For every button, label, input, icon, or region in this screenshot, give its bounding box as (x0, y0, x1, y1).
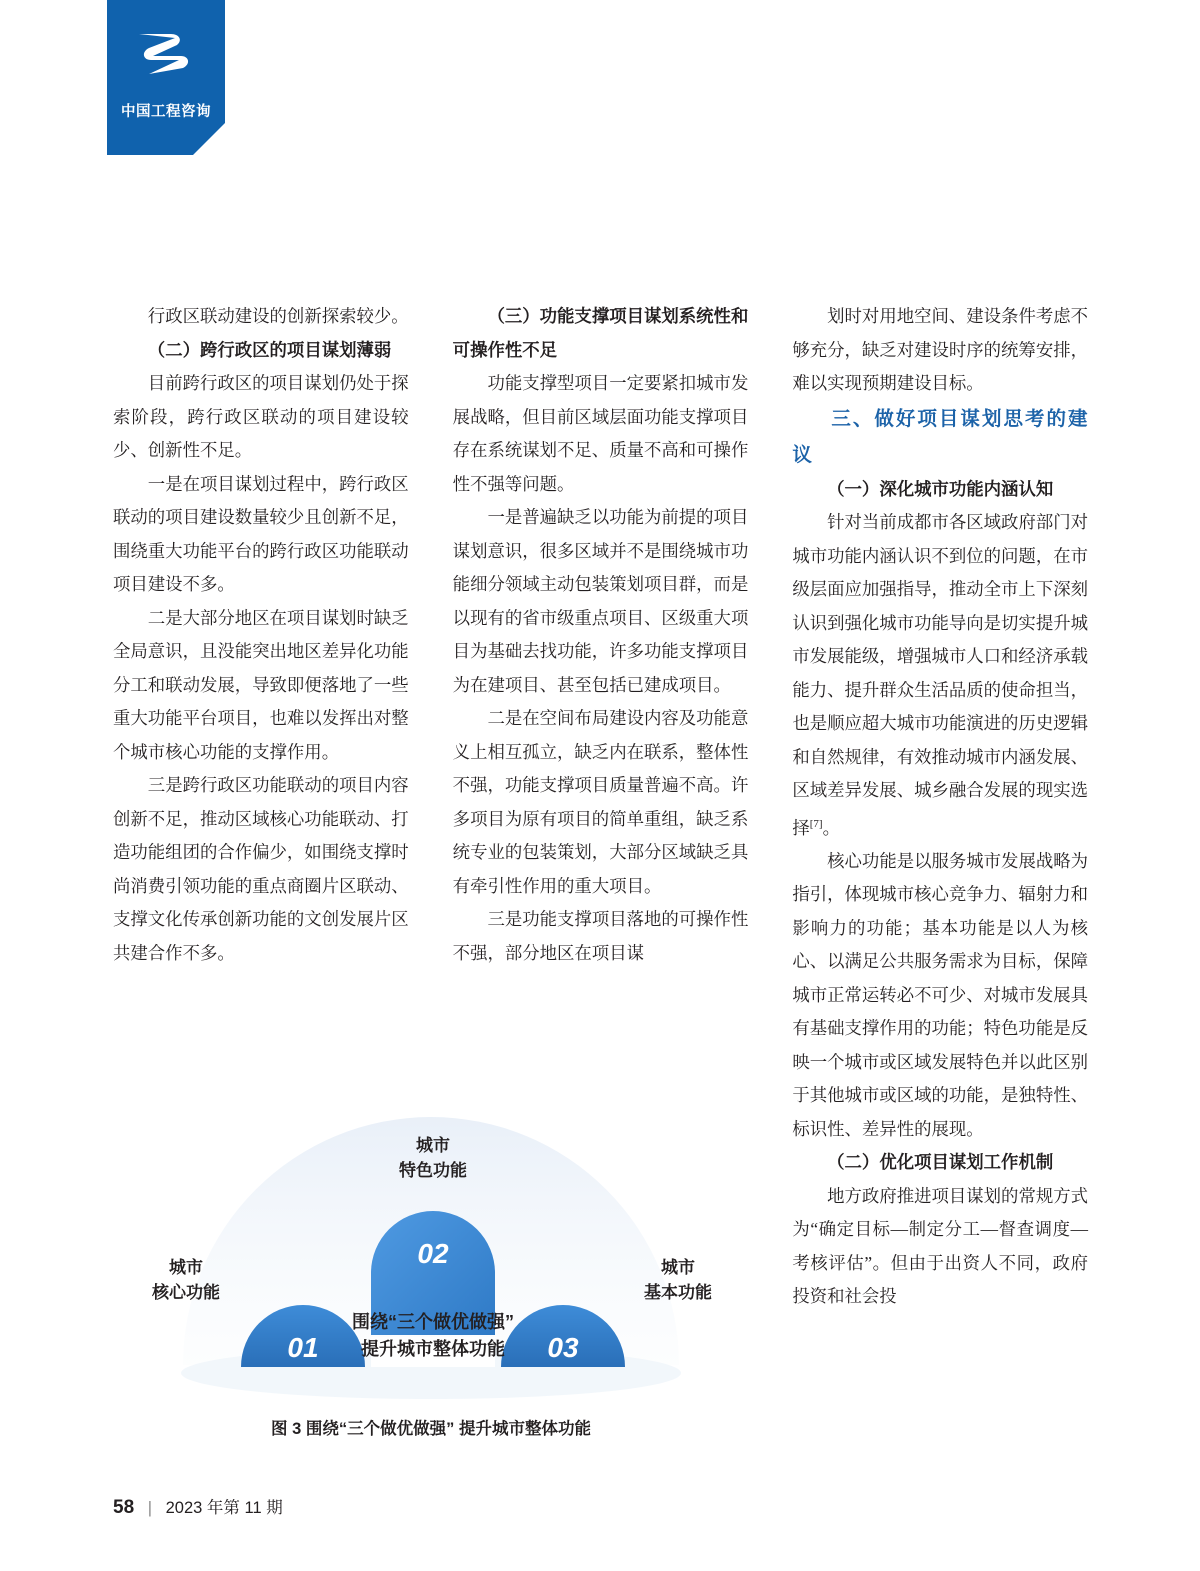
paragraph: 三是功能支撑项目落地的可操作性不强，部分地区在项目谋 (452, 909, 749, 963)
paragraph: 行政区联动建设的创新探索较少。 (147, 306, 409, 326)
section-heading: （一）深化城市功能内涵认知 (827, 478, 1054, 499)
chapter-heading: 三、做好项目谋划思考的建议 (792, 407, 1089, 466)
figure-3 (113, 1105, 749, 1455)
issue-label: 2023 年第 11 期 (165, 1499, 283, 1517)
figure-label-03 (623, 1255, 733, 1305)
reference-marker: [7] (809, 817, 823, 830)
paragraph: 一是在项目谋划过程中，跨行政区联动的项目建设数量较少且创新不足，围绕重大功能平台的跨行政区功能联动项目建设不多。 (113, 473, 409, 594)
paragraph: 核心功能是以服务城市发展战略为指引，体现城市核心竞争力、辐射力和影响力的功能；基本功能是以人为核心、以满足公共服务需求为目标，保障城市正常运转必不可少、对城市发展具有基础支撑作用的功能；特色功能是反映一个城市或区域发展特色并以此区别于其他城市或区域的功能，是独特性、标识性、差异性的展现。 (792, 850, 1089, 1139)
page-number: 58 (113, 1497, 135, 1518)
figure-label-01-line1: 城市 (169, 1258, 203, 1277)
figure-center-line1: 围绕“三个做优做强” (352, 1312, 514, 1332)
paragraph (792, 506, 1088, 845)
figure-label-02 (378, 1133, 488, 1183)
section-heading: （二）优化项目谋划工作机制 (827, 1152, 1054, 1173)
paragraph: 二是大部分地区在项目谋划时缺乏全局意识，且没能突出地区差异化功能分工和联动发展，导致即便落地了一些重大功能平台项目，也难以发挥出对整个城市核心功能的支撑作用。 (113, 607, 409, 762)
figure-arc-01-number: 01 (287, 1332, 319, 1363)
figure-label-01-line2: 核心功能 (152, 1283, 220, 1302)
figure-label-01 (131, 1255, 241, 1305)
section-heading: （三）功能支撑项目谋划系统性和可操作性不足 (452, 306, 749, 360)
figure-arc-02-number: 02 (417, 1238, 449, 1269)
figure-label-02-line1: 城市 (416, 1136, 450, 1155)
paragraph-tail: 。 (822, 817, 840, 838)
paragraph-text: 针对当前成都市各区域政府部门对城市功能内涵认识不到位的问题，在市级层面应加强指导，推动全市上下深刻认识到强化城市功能导向是切实提升城市发展能级，增强城市人口和经济承载能力、提升群众生活品质的使命担当，也是顺应超大城市功能演进的历史逻辑和自然规律，有效推动城市内涵发展、区域差异发展、城乡融合发展的现实选择 (792, 512, 1089, 838)
publisher-logo-text: 中国工程咨询 (121, 104, 211, 120)
page-footer (113, 1494, 283, 1519)
swoosh-logo-icon (135, 30, 197, 78)
paragraph: 目前跨行政区的项目谋划仍处于探索阶段，跨行政区联动的项目建设较少、创新性不足。 (113, 373, 409, 460)
publisher-logo-badge (107, 0, 225, 155)
figure-label-03-line2: 基本功能 (644, 1283, 712, 1302)
section-heading: （二）跨行政区的项目谋划薄弱 (147, 339, 392, 360)
paragraph: 三是跨行政区功能联动的项目内容创新不足，推动区域核心功能联动、打造功能组团的合作偏少，如围绕支撑时尚消费引领功能的重点商圈片区联动、支撑文化传承创新功能的文创发展片区共建合作不多。 (113, 775, 409, 963)
paragraph: 一是普遍缺乏以功能为前提的项目谋划意识，很多区域并不是围绕城市功能细分领域主动包装策划项目群，而是以现有的省市级重点项目、区级重大项目为基础去找功能，许多功能支撑项目为在建项目、甚至包括已建成项目。 (452, 507, 749, 695)
paragraph: 地方政府推进项目谋划的常规方式为“确定目标—制定分工—督查调度—考核评估”。但由于出资人不同，政府投资和社会投 (792, 1185, 1089, 1307)
figure-arc-03-number: 03 (547, 1332, 579, 1363)
figure-label-03-line1: 城市 (661, 1258, 695, 1277)
paragraph: 功能支撑型项目一定要紧扣城市发展战略，但目前区域层面功能支撑项目存在系统谋划不足、质量不高和可操作性不强等问题。 (452, 373, 749, 494)
figure-caption: 图 3 围绕“三个做优做强” 提升城市整体功能 (271, 1420, 591, 1438)
paragraph: 二是在空间布局建设内容及功能意义上相互孤立，缺乏内在联系，整体性不强，功能支撑项目质量普遍不高。许多项目为原有项目的简单重组，缺乏系统专业的包装策划，大部分区域缺乏具有牵引性作用的重大项目。 (452, 708, 749, 896)
figure-label-02-line2: 特色功能 (399, 1161, 467, 1180)
figure-center-caption (301, 1309, 565, 1363)
footer-separator: | (147, 1499, 153, 1517)
figure-center-line2: 提升城市整体功能 (361, 1339, 505, 1359)
column-right (792, 300, 1088, 1314)
paragraph: 划时对用地空间、建设条件考虑不够充分，缺乏对建设时序的统筹安排，难以实现预期建设目标。 (792, 306, 1089, 393)
